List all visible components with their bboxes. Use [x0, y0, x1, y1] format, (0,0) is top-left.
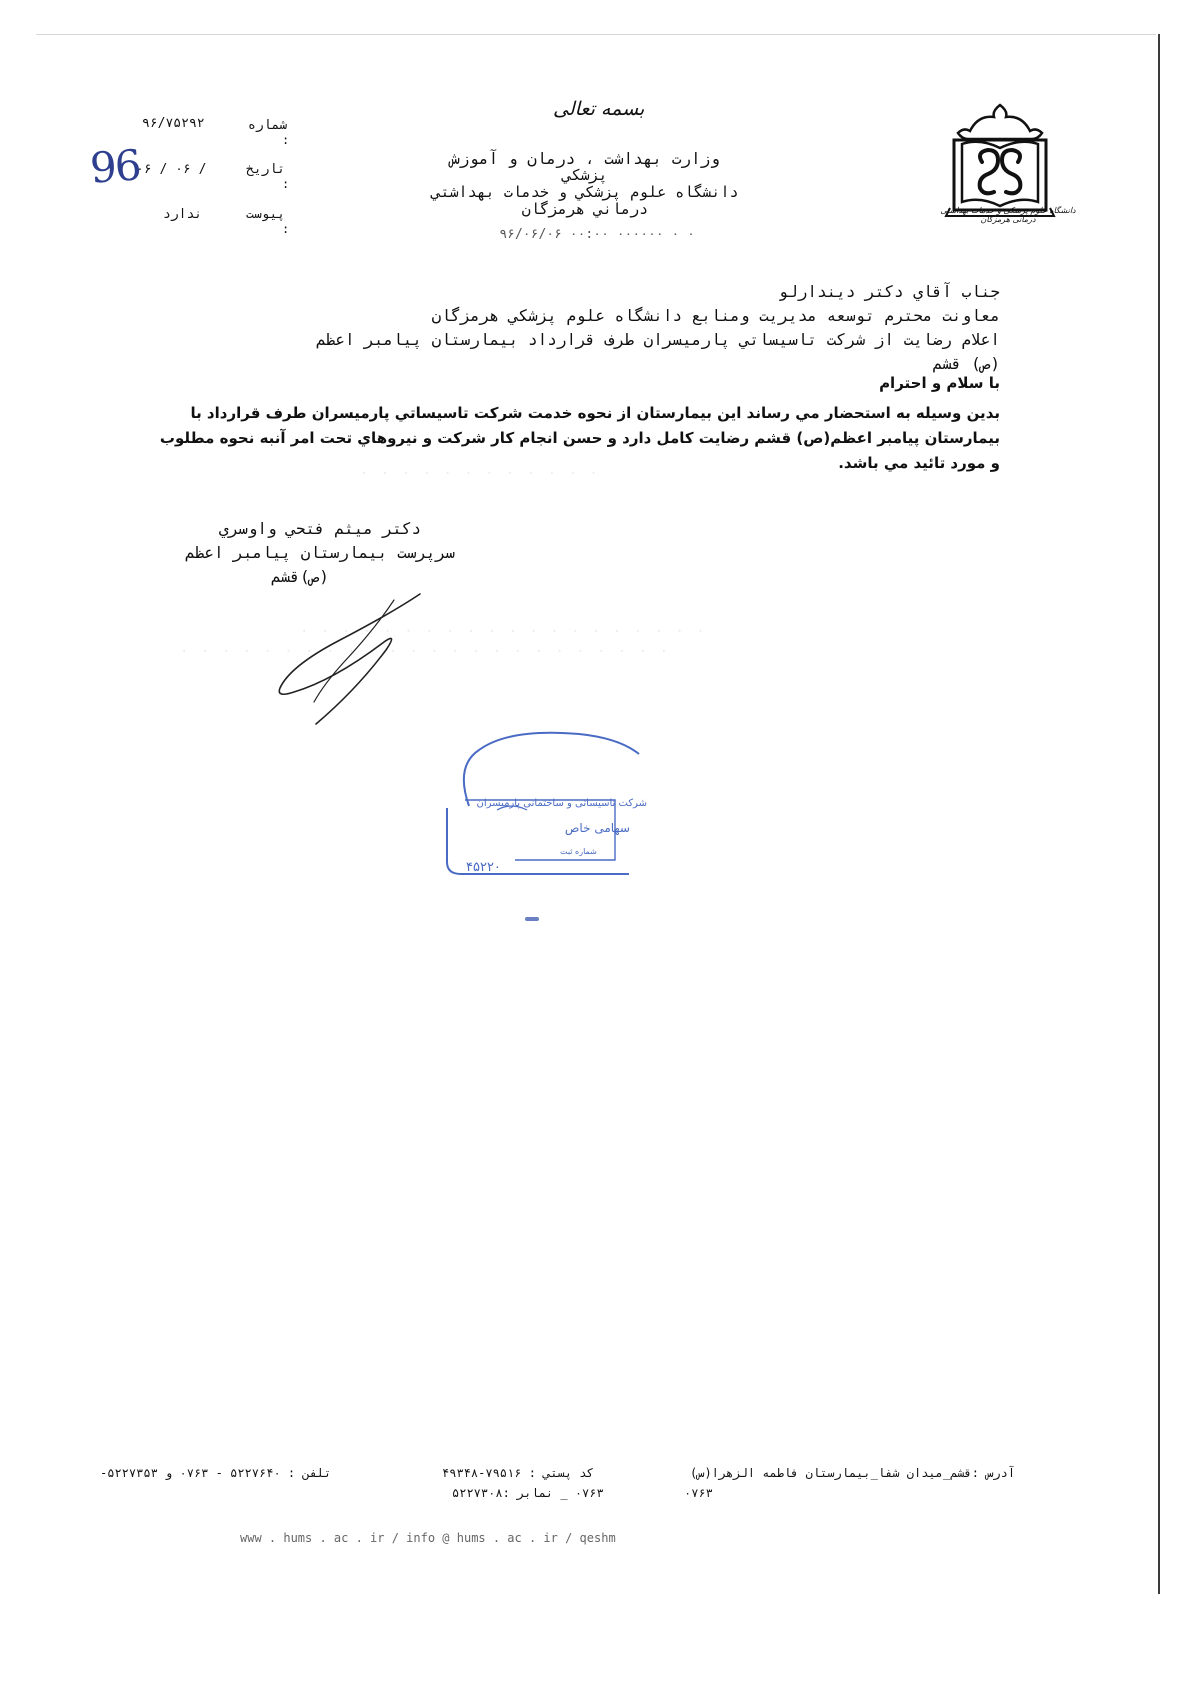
ministry-line1: وزارت بهداشت ، درمان و آموزش	[450, 149, 720, 168]
footer-fax: ۰۷۶۳ _ نمابر :۵۲۲۷۳۰۸	[452, 1486, 604, 1500]
attachment-label: پیوست	[246, 207, 286, 222]
date-value: ۰۶ / ۰۶ /	[136, 162, 207, 177]
ministry-header	[425, 150, 745, 218]
footer-area-code: ۰۷۶۳	[684, 1486, 713, 1500]
cut-off-line: ۹۶/۰۶/۰۶ ۰۰:۰۰ ۰۰۰۰۰۰ ۰ ۰	[499, 227, 695, 242]
ministry-line2: پزشکي	[562, 166, 608, 184]
university-line2: درماني هرمزگان	[521, 200, 649, 218]
footer-address: آدرس :قشم_میدان شفا_بیمارستان فاطمه الزهرا(س)	[690, 1466, 1016, 1480]
scan-edge-top	[36, 34, 1156, 35]
bleed-through-mark: . . . . . . . . . . . . . . . . . . . . . . . .	[180, 640, 671, 656]
signature-icon	[270, 590, 430, 730]
date-label: تاریخ	[246, 162, 286, 177]
body-line3: و مورد تائید مي باشد.	[838, 454, 1000, 472]
footer-cut-off-line: www . hums . ac . ir / info @ hums . ac . ir / qeshm	[240, 1531, 616, 1545]
signer-block	[90, 517, 550, 589]
footer-phone: تلفن : ۵۲۲۷۶۴۰ - ۰۷۶۳ و ۵۲۲۷۳۵۳-	[100, 1466, 332, 1480]
signer-unit: (ص)قشم	[271, 567, 329, 586]
stamp-company-type: سهامی خاص	[564, 821, 630, 835]
bismillah-heading: بسمه تعالی	[553, 98, 645, 120]
subject-line2: (ص) قشم	[932, 354, 1000, 373]
addressee-line1: جناب آقاي دکتر دیندارلو	[778, 282, 1000, 301]
handwritten-year: 96	[88, 140, 142, 193]
addressee-line2: معاونت محترم توسعه مدیریت ومنابع دانشگاه علوم پزشکي هرمزگان	[431, 306, 1000, 325]
date-colon: :	[282, 177, 290, 191]
body-line1: بدین وسیله به استحضار مي رساند این بیمارستان از نحوه خدمت شرکت تاسیساتي پارمیسران طرف قرارداد با	[190, 404, 1000, 422]
signer-name: دکتر میثم فتحي واوسري	[218, 519, 422, 538]
stamp-registration-number: ۴۵۲۲۰	[466, 860, 501, 875]
footer-postal-code: کد پستي : ۷۹۵۱۶-۴۹۳۴۸	[442, 1466, 594, 1480]
number-value: ۹۶/۷۵۲۹۲	[142, 116, 205, 131]
body-line2: بیمارستان پیامبر اعظم(ص) قشم رضایت کامل دارد و حسن انجام کار شرکت و نیروهاي تحت امر آنبه نحوه مطلوب	[159, 429, 1000, 447]
bleed-through-mark: . . . . . . . . . . . . . . . . . . . .	[300, 620, 707, 636]
addressee-block	[100, 280, 1000, 376]
greeting: با سلام و احترام	[879, 374, 1000, 392]
attachment-colon: :	[282, 222, 290, 236]
bleed-through-mark: . . . . . . . . . . . .	[360, 462, 600, 478]
subject-line1: اعلام رضایت از شرکت تاسیساتي پارمیسران طرف قرارداد بیمارستان پیامبر اعظم	[316, 330, 1000, 349]
attachment-value: ندارد	[163, 207, 203, 222]
signer-title: سرپرست بیمارستان پیامبر اعظم	[185, 543, 455, 562]
scan-edge-right	[1158, 34, 1160, 1594]
stamp-registration-label: شماره ثبت	[560, 847, 597, 856]
logo-caption: دانشگاه علوم پزشکی و خدمات بهداشتی درمانی هرمزگان	[940, 206, 1076, 224]
number-label: شماره	[248, 118, 288, 133]
university-line1: دانشگاه علوم پزشکي و خدمات بهداشتي	[431, 183, 739, 201]
ink-dot	[525, 917, 539, 921]
stamp-company-name: شرکت تاسیساتی و ساختمانی پارمیسران	[476, 798, 647, 809]
number-colon: :	[282, 133, 290, 147]
